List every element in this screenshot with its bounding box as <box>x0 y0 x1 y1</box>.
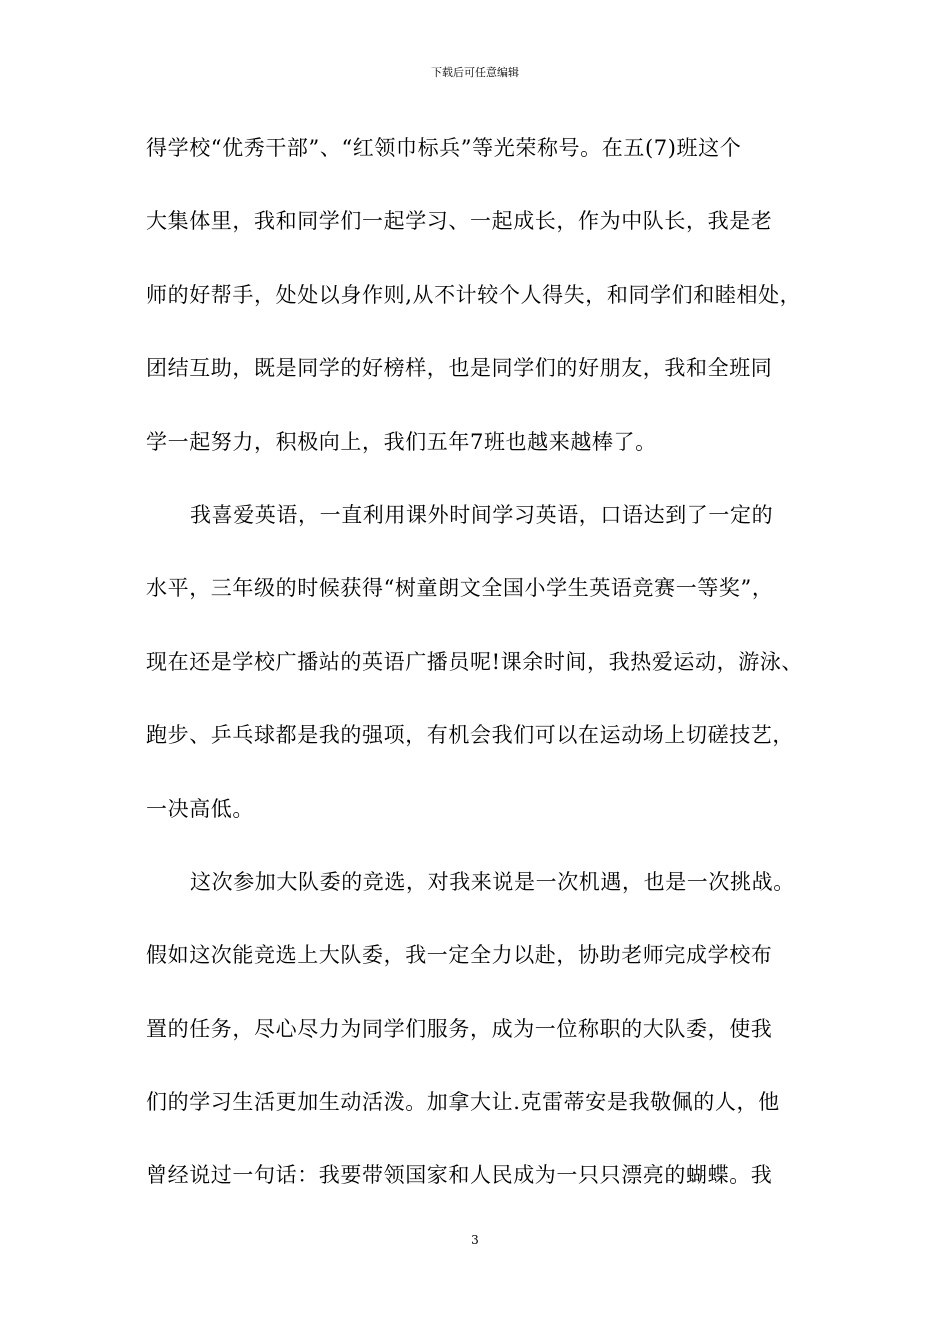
text-line: 水平，三年级的时候获得“树童朗文全国小学生英语竞赛一等奖”， <box>146 576 774 601</box>
paragraph-start-line: 这次参加大队委的竞选，对我来说是一次机遇，也是一次挑战。 <box>190 869 795 894</box>
page-number: 3 <box>471 1233 479 1247</box>
text-line: 团结互助，既是同学的好榜样，也是同学们的好朋友，我和全班同 <box>146 356 773 381</box>
text-line: 置的任务，尽心尽力为同学们服务，成为一位称职的大队委，使我 <box>146 1016 773 1041</box>
document-body <box>146 124 826 1225</box>
text-line: 大集体里，我和同学们一起学习、一起成长，作为中队长，我是老 <box>146 209 773 234</box>
text-line: 现在还是学校广播站的英语广播员呢!课余时间，我热爱运动，游泳、 <box>146 649 804 674</box>
text-line: 跑步、乒乓球都是我的强项，有机会我们可以在运动场上切磋技艺， <box>146 723 794 748</box>
page-header: 下载后可任意编辑 <box>431 66 519 79</box>
paragraph-start-line: 我喜爱英语，一直利用课外时间学习英语，口语达到了一定的 <box>190 502 774 527</box>
text-line: 一决高低。 <box>146 796 254 821</box>
text-line: 曾经说过一句话：我要带领国家和人民成为一只只漂亮的蝴蝶。我 <box>146 1163 773 1188</box>
text-line: 们的学习生活更加生动活泼。加拿大让.克雷蒂安是我敬佩的人，他 <box>146 1090 780 1115</box>
text-line: 假如这次能竞选上大队委，我一定全力以赴，协助老师完成学校布 <box>146 943 773 968</box>
text-line: 学一起努力，积极向上，我们五年7班也越来越棒了。 <box>146 429 657 454</box>
text-line: 得学校“优秀干部”、“红领巾标兵”等光荣称号。在五(7)班这个 <box>146 136 742 160</box>
text-line: 师的好帮手，处处以身作则,从不计较个人得失，和同学们和睦相处， <box>146 282 802 307</box>
